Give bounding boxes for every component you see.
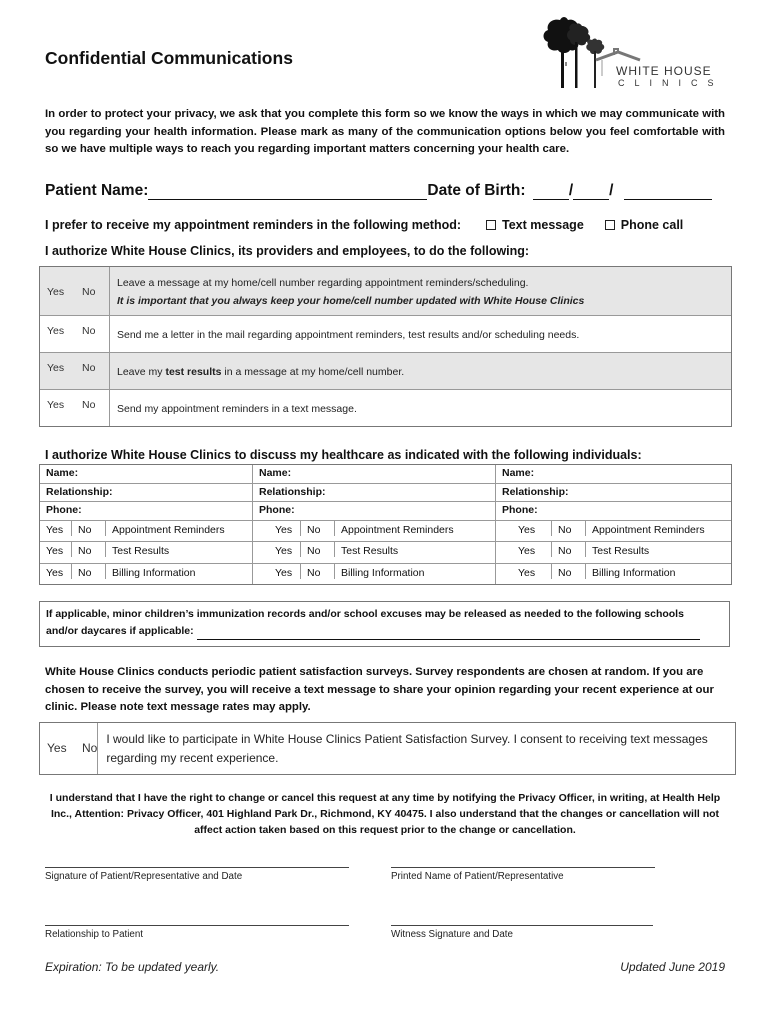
item-label: Appointment Reminders xyxy=(112,523,225,536)
yes-option[interactable]: Yes xyxy=(269,564,301,579)
expiration-note: Expiration: To be updated yearly. xyxy=(45,960,220,974)
yes-option[interactable]: Yes xyxy=(512,521,552,536)
no-option[interactable]: No xyxy=(82,741,98,755)
person-2-cell xyxy=(253,521,496,542)
white-house-clinics-logo xyxy=(540,14,730,94)
dob-day-field[interactable] xyxy=(573,183,609,200)
yes-no-options xyxy=(40,723,98,774)
dob-month-field[interactable] xyxy=(533,183,569,200)
text-message-checkbox[interactable] xyxy=(486,220,496,230)
schools-text-line2: and/or daycares if applicable: xyxy=(46,625,194,637)
reminder-preference xyxy=(45,218,683,232)
authorization-row xyxy=(40,315,731,352)
name-row xyxy=(40,465,731,483)
survey-paragraph: White House Clinics conducts periodic patient satisfaction surveys. Survey respondents are chosen at random. If you are chosen to receive the survey, you will receive a text message to share your opinion regarding your recent experience at our clinic. Please note text message rates may apply. xyxy=(45,666,714,713)
item-label: Appointment Reminders xyxy=(592,523,705,536)
phone-call-checkbox[interactable] xyxy=(605,220,615,230)
patient-name-label: Patient Name: xyxy=(45,182,149,199)
yes-option[interactable]: Yes xyxy=(269,542,301,557)
phone-row xyxy=(40,501,731,520)
name-label[interactable]: Name: xyxy=(253,465,496,483)
text-message-label: Text message xyxy=(502,218,584,232)
no-option[interactable]: No xyxy=(552,542,586,557)
dob-slash-2: / xyxy=(609,182,614,199)
test-results-row xyxy=(40,541,731,563)
dob-year-field[interactable] xyxy=(624,183,712,200)
item-label: Test Results xyxy=(592,545,650,557)
item-label: Billing Information xyxy=(112,566,196,579)
appointment-reminders-row xyxy=(40,520,731,542)
authorization-row xyxy=(40,389,731,426)
logo-text-white-house: WHITE HOUSE xyxy=(616,64,712,78)
person-1-cell xyxy=(40,521,253,542)
yes-option[interactable]: Yes xyxy=(512,542,552,557)
person-1-cell xyxy=(40,564,253,585)
no-option[interactable]: No xyxy=(72,521,106,536)
no-option[interactable]: No xyxy=(82,362,96,374)
no-option[interactable]: No xyxy=(301,542,335,557)
yes-no-options xyxy=(40,267,110,315)
authorization-text: Leave a message at my home/cell number regarding appointment reminders/scheduling. xyxy=(117,277,529,289)
name-label[interactable]: Name: xyxy=(502,467,535,479)
patient-info-line xyxy=(45,182,712,200)
item-label: Appointment Reminders xyxy=(341,523,454,536)
item-label: Billing Information xyxy=(341,566,425,579)
billing-information-row xyxy=(40,563,731,585)
person-3-cell xyxy=(496,542,729,563)
person-3-cell xyxy=(496,564,729,585)
survey-consent-text: I would like to participate in White House Clinics Patient Satisfaction Survey. I consent to receiving text messages regarding my recent experience. xyxy=(106,732,708,765)
authorization-desc xyxy=(110,267,584,315)
no-option[interactable]: No xyxy=(82,286,96,298)
item-label: Test Results xyxy=(112,545,170,557)
phone-call-label: Phone call xyxy=(620,218,684,232)
no-option[interactable]: No xyxy=(552,521,586,536)
relationship-label: Relationship to Patient xyxy=(45,929,144,940)
person-2-cell xyxy=(253,564,496,585)
authorization-text: Send me a letter in the mail regarding appointment reminders, test results and/or scheduling needs. xyxy=(117,329,580,341)
phone-label[interactable]: Phone: xyxy=(253,502,496,520)
schools-field[interactable] xyxy=(197,627,700,640)
yes-option[interactable]: Yes xyxy=(40,564,72,579)
intro-paragraph: In order to protect your privacy, we ask that you complete this form so we know the ways in which we may communicate with you regarding your health information. Please mark as many of the communication options below you feel comfortable with so we have multiple ways to reach you regarding important matters concerning your health care. xyxy=(45,108,725,155)
schools-text-line1: If applicable, minor children’s immunization records and/or school excuses may be released as needed to the following schools xyxy=(46,608,684,620)
yes-option[interactable]: Yes xyxy=(40,521,72,536)
yes-no-options xyxy=(40,390,110,426)
item-label: Billing Information xyxy=(592,566,676,579)
page-title: Confidential Communications xyxy=(45,48,293,68)
individuals-table xyxy=(39,464,732,585)
no-option[interactable]: No xyxy=(72,542,106,557)
schools-box xyxy=(39,601,730,647)
yes-option[interactable]: Yes xyxy=(47,362,65,374)
yes-option[interactable]: Yes xyxy=(40,542,72,557)
item-label: Test Results xyxy=(341,545,399,557)
relationship-label[interactable]: Relationship: xyxy=(40,484,253,502)
person-3-cell xyxy=(496,521,729,542)
authorization-text: Send my appointment reminders in a text message. xyxy=(117,403,357,415)
preference-label: I prefer to receive my appointment reminders in the following method: xyxy=(45,218,462,232)
yes-no-options xyxy=(40,316,110,352)
relationship-row xyxy=(40,483,731,502)
no-option[interactable]: No xyxy=(301,521,335,536)
test-results-bold: test results xyxy=(165,366,222,378)
no-option[interactable]: No xyxy=(82,325,96,337)
test-results-post: in a message at my home/cell number. xyxy=(221,366,405,378)
patient-signature-field[interactable] xyxy=(45,867,349,868)
printed-name-label: Printed Name of Patient/Representative xyxy=(391,871,564,882)
printed-name-field[interactable] xyxy=(391,867,655,868)
authorization-text xyxy=(110,353,404,389)
yes-option[interactable]: Yes xyxy=(47,399,65,411)
relationship-label[interactable]: Relationship: xyxy=(253,484,496,502)
dob-slash-1: / xyxy=(568,182,574,199)
person-2-cell xyxy=(253,542,496,563)
authorization-note: It is important that you always keep your home/cell number updated with White House Clinics xyxy=(117,295,585,307)
yes-option[interactable]: Yes xyxy=(512,564,552,579)
authorization-row xyxy=(40,267,731,315)
person-1-cell xyxy=(40,542,253,563)
yes-option[interactable]: Yes xyxy=(269,521,301,536)
no-option[interactable]: No xyxy=(301,564,335,579)
relationship-label[interactable]: Relationship: xyxy=(502,485,569,498)
phone-label[interactable]: Phone: xyxy=(40,502,253,520)
yes-option[interactable]: Yes xyxy=(47,325,65,337)
logo-text-clinics: CLINICS xyxy=(618,78,724,88)
patient-signature-label: Signature of Patient/Representative and Date xyxy=(45,871,243,882)
no-option[interactable]: No xyxy=(82,399,96,411)
yes-no-options xyxy=(40,353,110,389)
survey-consent-box xyxy=(39,722,736,775)
patient-name-field[interactable] xyxy=(148,183,427,200)
witness-signature-label: Witness Signature and Date xyxy=(391,929,513,940)
authorization-table xyxy=(39,266,732,427)
authorize-heading-2: I authorize White House Clinics to discuss my healthcare as indicated with the following individuals: xyxy=(45,448,642,462)
authorize-heading-1: I authorize White House Clinics, its providers and employees, to do the following: xyxy=(45,244,530,258)
dob-label: Date of Birth: xyxy=(427,182,526,199)
yes-option[interactable]: Yes xyxy=(47,741,67,755)
no-option[interactable]: No xyxy=(552,564,586,579)
no-option[interactable]: No xyxy=(72,564,106,579)
name-label[interactable]: Name: xyxy=(40,465,253,483)
witness-signature-field[interactable] xyxy=(391,925,653,926)
updated-date: Updated June 2019 xyxy=(620,960,725,974)
understand-paragraph: I understand that I have the right to change or cancel this request at any time by notifying the Privacy Officer, in writing, at Health Help Inc., Attention: Privacy Officer, 401 Highland Park Dr., Richmond, KY 40475. I also understand that the changes or cancellation will not affect action taken based on this request prior to the change or cancellation. xyxy=(49,792,721,836)
authorization-row xyxy=(40,352,731,389)
relationship-field[interactable] xyxy=(45,925,349,926)
test-results-pre: Leave my xyxy=(117,366,166,378)
yes-option[interactable]: Yes xyxy=(47,286,65,298)
phone-label[interactable]: Phone: xyxy=(502,504,538,516)
